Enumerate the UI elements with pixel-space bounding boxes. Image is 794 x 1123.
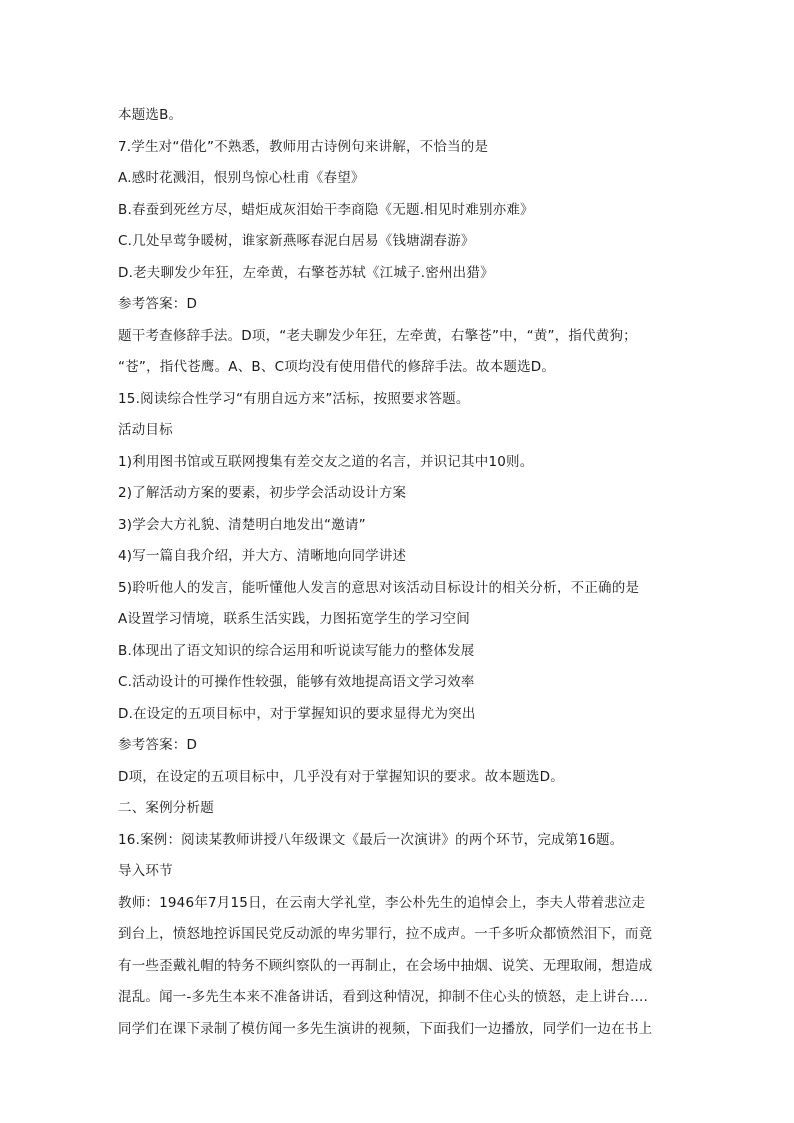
goal-item: 1)利用图书馆或互联网搜集有差交友之道的名言，并识记其中10则。: [118, 453, 534, 470]
explanation-line: D项，在设定的五项目标中，几乎没有对于掌握知识的要求。故本题选D。: [118, 768, 564, 785]
option-c: C.几处早莺争暖树，谁家新燕啄春泥白居易《钱塘湖春游》: [118, 233, 475, 249]
goal-item: 4)写一篇自我介绍，并大方、清晰地向同学讲述: [118, 548, 407, 564]
question-7-stem: 7.学生对“借化”不熟悉，教师用古诗例句来讲解，不恰当的是: [118, 138, 489, 155]
case-text-line: 教师：1946年7月15日，在云南大学礼堂，李公朴先生的追悼会上，李夫人带着悲泣走: [118, 894, 646, 911]
case-text-line: 混乱。闻一-多先生本来不准备讲话，看到这种情况，抑制不住心头的愤怒，走上讲台....: [118, 989, 648, 1005]
answer-label: 参考答案：D: [118, 737, 198, 753]
question-16-stem: 16.案例：阅读某教师讲授八年级课文《最后一次演讲》的两个环节，完成第16题。: [118, 831, 624, 848]
case-text-line: 同学们在课下录制了模仿闻一多先生演讲的视频，下面我们一边播放，同学们一边在书上: [118, 1020, 653, 1037]
question-15-stem: 15.阅读综合性学习“有朋自远方来”活标，按照要求答题。: [118, 390, 470, 407]
text-line: 本题选B。: [118, 107, 183, 123]
section-heading: 活动目标: [118, 422, 173, 438]
option-b: B.体现出了语文知识的综合运用和听说读写能力的整体发展: [118, 642, 475, 659]
option-c: C.活动设计的可操作性较强，能够有效地提高语文学习效率: [118, 674, 475, 690]
section-heading: 二、案例分析题: [118, 800, 214, 816]
option-a: A设置学习情境，联系生活实践，力图拓宽学生的学习空间: [118, 611, 470, 627]
goal-item: 3)学会大方礼貌、清楚明白地发出“邀请”: [118, 516, 366, 533]
option-d: D.在设定的五项目标中，对于掌握知识的要求显得尤为突出: [118, 705, 476, 722]
option-a: A.感时花溅泪，恨别鸟惊心杜甫《春望》: [118, 170, 365, 186]
explanation-line: 题干考查修辞手法。D项，“老夫聊发少年狂，左牵黄，右擎苍”中，“黄”，指代黄狗；: [118, 327, 637, 344]
option-b: B.春蚕到死丝方尽，蜡炬成灰泪始干李商隐《无题.相见时难别亦难》: [118, 201, 534, 218]
explanation-line: “苍”，指代苍鹰。A、B、C项均没有使用借代的修辞手法。故本题选D。: [118, 359, 556, 375]
case-text-line: 有一些歪戴礼帽的特务不顾纠察队的一再制止，在会场中抽烟、说笑、无理取闹，想造成: [118, 957, 653, 974]
goal-item: 2)了解活动方案的要素，初步学会活动设计方案: [118, 485, 407, 501]
section-heading: 导入环节: [118, 863, 173, 879]
document-page: [118, 100, 678, 1045]
goal-item: 5)聆听他人的发言，能听懂他人发言的意思对该活动目标设计的相关分析，不正确的是: [118, 579, 640, 596]
answer-label: 参考答案：D: [118, 296, 198, 312]
option-d: D.老夫聊发少年狂，左牵黄，右擎苍苏轼《江城子.密州出猎》: [118, 264, 494, 281]
case-text-line: 到台上，愤怒地控诉国民党反动派的卑劣罪行，拉不成声。一千多听众都愤然泪下，而竟: [118, 926, 653, 942]
